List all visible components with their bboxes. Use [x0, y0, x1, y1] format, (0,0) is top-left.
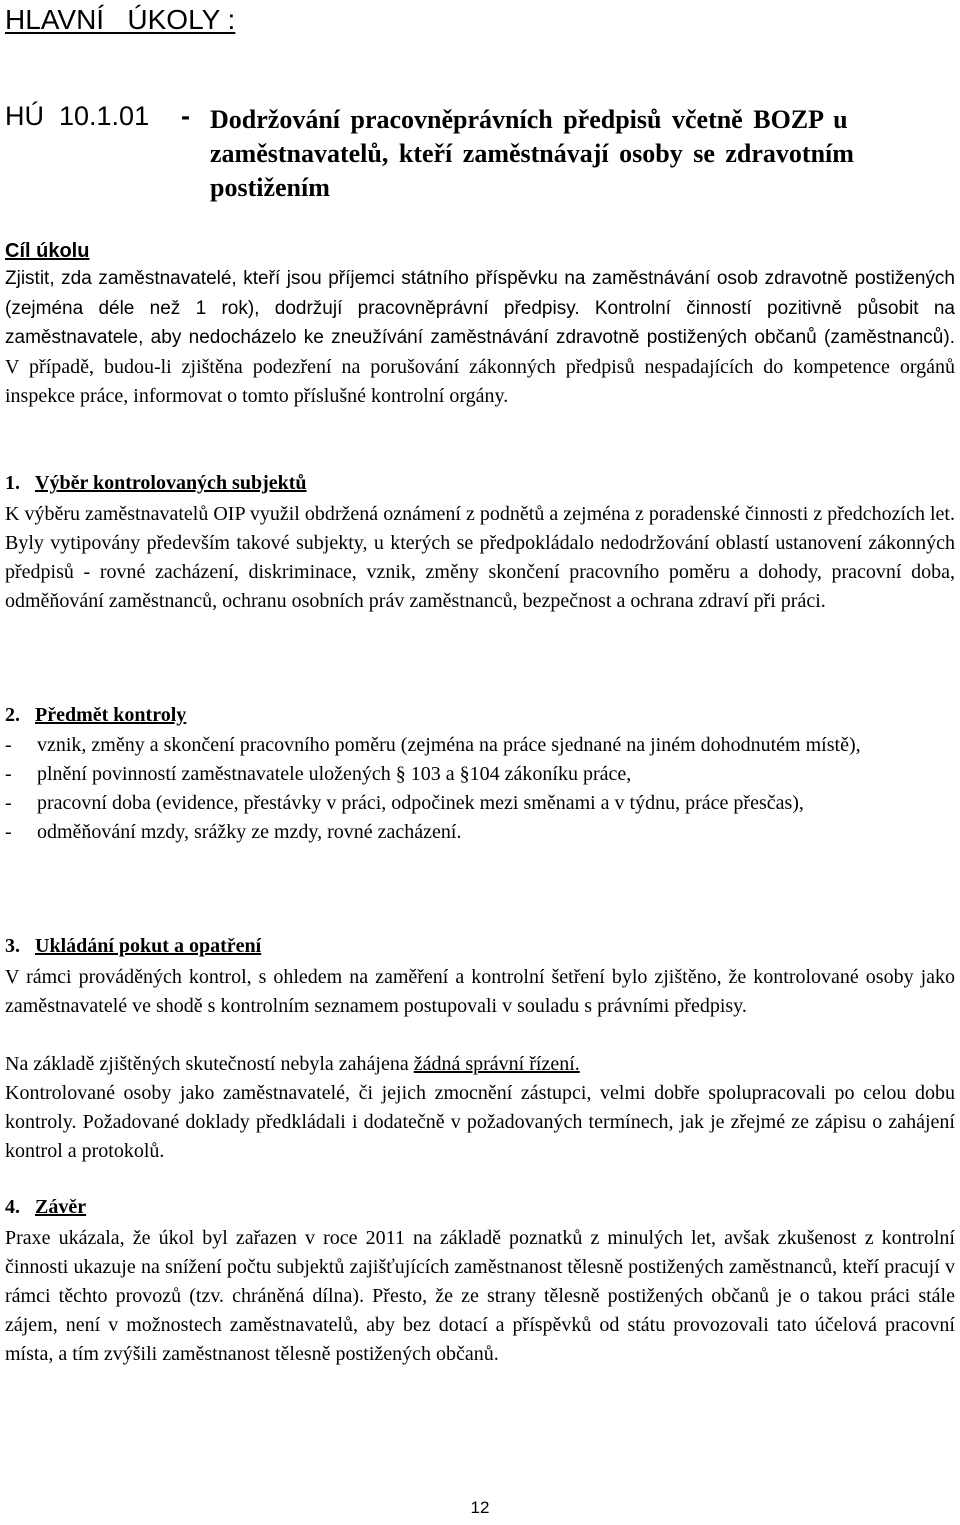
list-dash: - [5, 734, 12, 756]
section-4-heading [5, 1196, 86, 1219]
section-3-title: Ukládání pokut a opatření [35, 935, 262, 957]
page-number: 12 [470, 1498, 490, 1517]
list-item-text: pracovní doba (evidence, přestávky v práci, odpočinek mezi směnami a v týdnu, práce přesčas), [37, 792, 804, 815]
goal-text-part-a: Zjistit, zda zaměstnavatelé, kteří jsou příjemci státního příspěvku na zaměstnávání osob zdravotně postižených (zejména déle než 1 rok), dodržují pracovněprávní předpisy. Kontrolní činností pozitivně působit na zaměstnavatele, aby nedocházelo ke zneužívání zaměstnávání zdravotně postižených občanů (zaměstnanců). [5, 268, 955, 349]
goal-text-part-b: V případě, budou-li zjištěna podezření na porušování zákonných předpisů nespadajících do kompetence orgánů inspekce práce, informovat o tomto příslušné kontrolní orgány. [5, 355, 955, 408]
inspection-subject-list [5, 731, 955, 847]
goal-label: Cíl úkolu [5, 240, 90, 262]
list-item [5, 731, 955, 760]
section-2-title: Předmět kontroly [35, 704, 187, 726]
section-4-title: Závěr [35, 1196, 87, 1218]
section-3-paragraph: V rámci prováděných kontrol, s ohledem na zaměření a kontrolní šetření bylo zjištěno, že kontrolované osoby jako zaměstnavatelé ve shodě s kontrolním seznamem postupovali v souladu s právními předpisy. [5, 966, 955, 1018]
section-1-paragraph: K výběru zaměstnavatelů OIP využil obdržená oznámení z podnětů a zejména z poradenské činnosti z předchozích let. Byly vytipovány především takové subjekty, u kterých se předpokládalo nedodržování oblastí ustanovení zákonných předpisů - rovné zacházení, diskriminace, vznik, změny skončení pracovního poměru a dohody, pracovní doba, odměňování zaměstnanců, ochranu osobních práv zaměstnanců, bezpečnost a ochrana zdraví při práci. [5, 503, 955, 613]
main-heading: HLAVNÍ ÚKOLY : [5, 4, 236, 35]
list-item [5, 760, 955, 789]
section-3-number: 3. [5, 935, 20, 957]
task-title: Dodržování pracovněprávních předpisů včetně BOZP u zaměstnavatelů, kteří zaměstnávají osoby se zdravotním postižením [210, 105, 854, 202]
list-item [5, 818, 955, 847]
list-item-text: vznik, změny a skončení pracovního poměru (zejména na práce sjednané na jiném dohodnutém místě), [37, 734, 861, 756]
list-dash: - [5, 821, 12, 844]
section-4-paragraph: Praxe ukázala, že úkol byl zařazen v roce 2011 na základě poznatků z minulých let, avšak zkušenost z kontrolní činnosti ukazuje na snížení počtu subjektů zajišťujících zaměstnanost tělesně postižených zaměstnanců, kteří pracují v rámci těchto provozů (tzv. chráněná dílna). Přesto, že ze strany tělesně postižených občanů je o takou práci stále zájem, není v možnostech zaměstnavatelů, aby bez dotací a příspěvků od státu provozovali tato účelová pracovní místa, a tím zvýšili zaměstnanost tělesně postižených občanů. [5, 1227, 955, 1366]
list-dash: - [5, 792, 12, 815]
task-code: HÚ 10.1.01 [5, 101, 150, 131]
goal-text [5, 264, 955, 412]
section-1-number: 1. [5, 472, 20, 494]
task-dash: - [181, 101, 190, 131]
finding-prefix: Na základě zjištěných skutečností nebyla zahájena [5, 1053, 414, 1075]
section-3-finding [5, 1050, 955, 1079]
list-item [5, 789, 955, 818]
list-item-text: odměňování mzdy, srážky ze mzdy, rovné zacházení. [37, 821, 462, 844]
section-1-heading [5, 472, 307, 495]
section-2-heading [5, 704, 186, 727]
section-3-closing: Kontrolované osoby jako zaměstnavatelé, či jejich zmocnění zástupci, velmi dobře spolupracovali po celou dobu kontroly. Požadované doklady předkládali i dodatečně v požadovaných termínech, jak je zřejmé ze zápisu o zahájení kontrol a protokolů. [5, 1082, 955, 1163]
finding-result: žádná správní řízení. [413, 1053, 580, 1075]
list-dash: - [5, 763, 12, 786]
section-4-number: 4. [5, 1196, 20, 1218]
list-item-text: plnění povinností zaměstnavatele uložených § 103 a §104 zákoníku práce, [37, 763, 632, 786]
section-2-number: 2. [5, 704, 20, 726]
section-1-title: Výběr kontrolovaných subjektů [35, 472, 307, 494]
section-3-heading [5, 935, 261, 958]
